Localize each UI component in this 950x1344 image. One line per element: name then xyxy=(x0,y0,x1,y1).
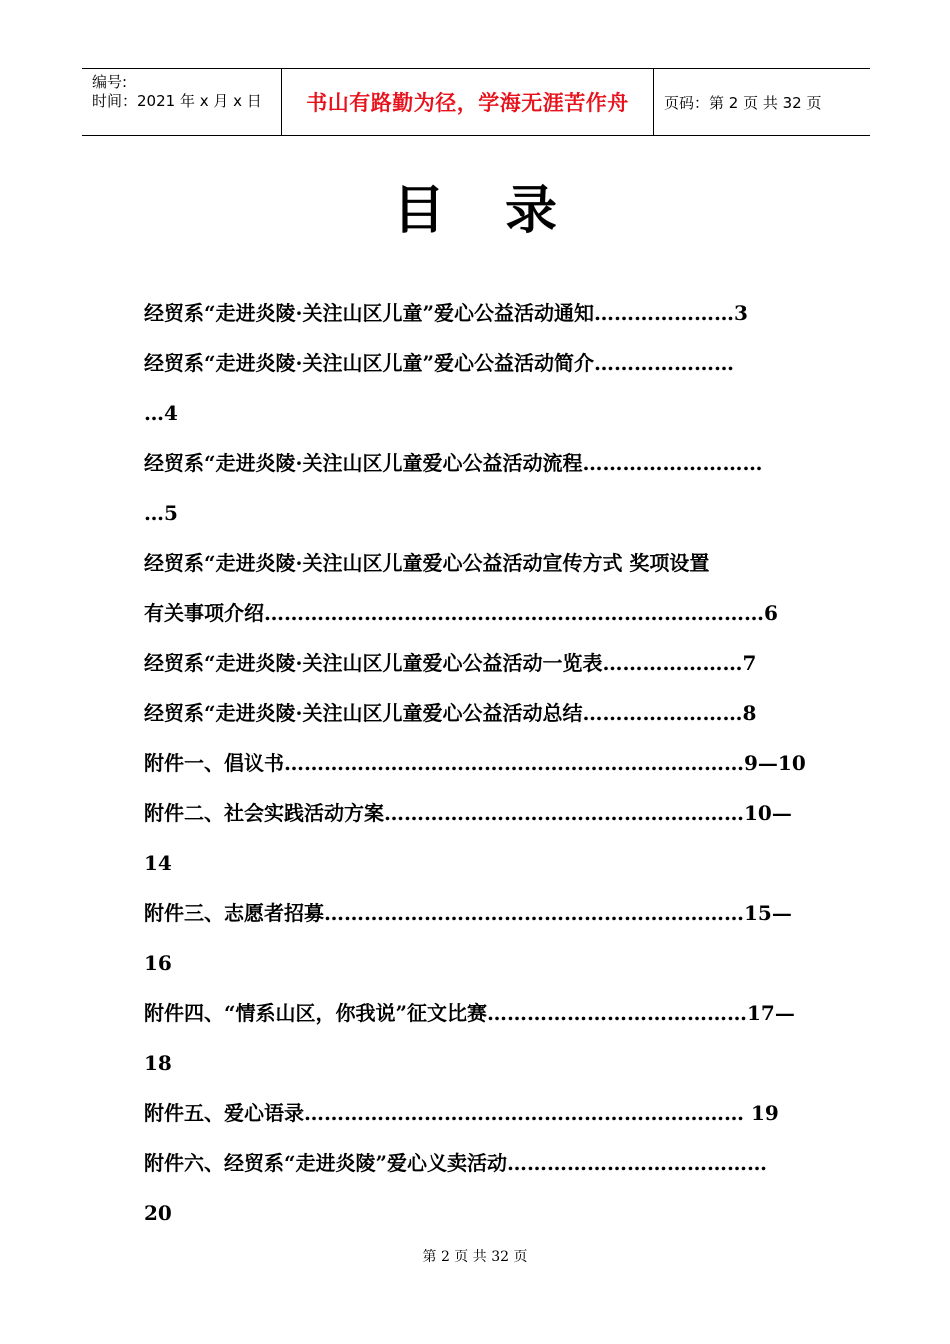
toc-line: …5 xyxy=(144,501,178,525)
toc-line: 20 xyxy=(144,1201,172,1225)
toc-line: 经贸系“走进炎陵·关注山区儿童”爱心公益活动简介………………… xyxy=(144,351,734,375)
toc-line: 16 xyxy=(144,951,172,975)
toc-line: …4 xyxy=(144,401,178,425)
toc-line: 有关事项介绍…………………………………………………………………6 xyxy=(144,601,778,625)
toc-line: 经贸系“走进炎陵·关注山区儿童爱心公益活动流程……………………… xyxy=(144,451,763,475)
toc-line: 经贸系“走进炎陵·关注山区儿童爱心公益活动一览表…………………7 xyxy=(144,651,757,675)
toc-line: 附件五、爱心语录………………………………………………………… 19 xyxy=(144,1101,779,1125)
toc-line: 18 xyxy=(144,1051,172,1075)
toc-line: 附件二、社会实践活动方案………………………………………………10— xyxy=(144,801,792,825)
document-number-label: 编号: xyxy=(92,73,128,91)
page-header xyxy=(82,68,870,136)
header-motto: 书山有路勤为径，学海无涯苦作舟 xyxy=(282,69,654,135)
header-meta-cell xyxy=(82,69,282,135)
document-date-label: 时间：2021 年 x 月 x 日 xyxy=(92,92,262,110)
header-page-number: 页码：第 2 页 共 32 页 xyxy=(664,93,822,112)
toc-line: 经贸系“走进炎陵·关注山区儿童爱心公益活动宣传方式 奖项设置 xyxy=(144,551,710,575)
toc-line: 附件一、倡议书……………………………………………………………9—10 xyxy=(144,751,806,775)
toc-line: 附件六、经贸系“走进炎陵”爱心义卖活动………………………………… xyxy=(144,1151,768,1175)
toc-line: 14 xyxy=(144,851,172,875)
toc-line: 附件四、“情系山区，你我说”征文比赛…………………………………17— xyxy=(144,1001,795,1025)
toc-line: 附件三、志愿者招募………………………………………………………15— xyxy=(144,901,792,925)
toc-title: 目录 xyxy=(392,181,617,241)
toc-line: 经贸系“走进炎陵·关注山区儿童”爱心公益活动通知…………………3 xyxy=(144,301,748,325)
toc-line: 经贸系“走进炎陵·关注山区儿童爱心公益活动总结……………………8 xyxy=(144,701,757,725)
table-of-contents xyxy=(144,288,808,1238)
page-footer: 第 2 页 共 32 页 xyxy=(422,1249,528,1265)
